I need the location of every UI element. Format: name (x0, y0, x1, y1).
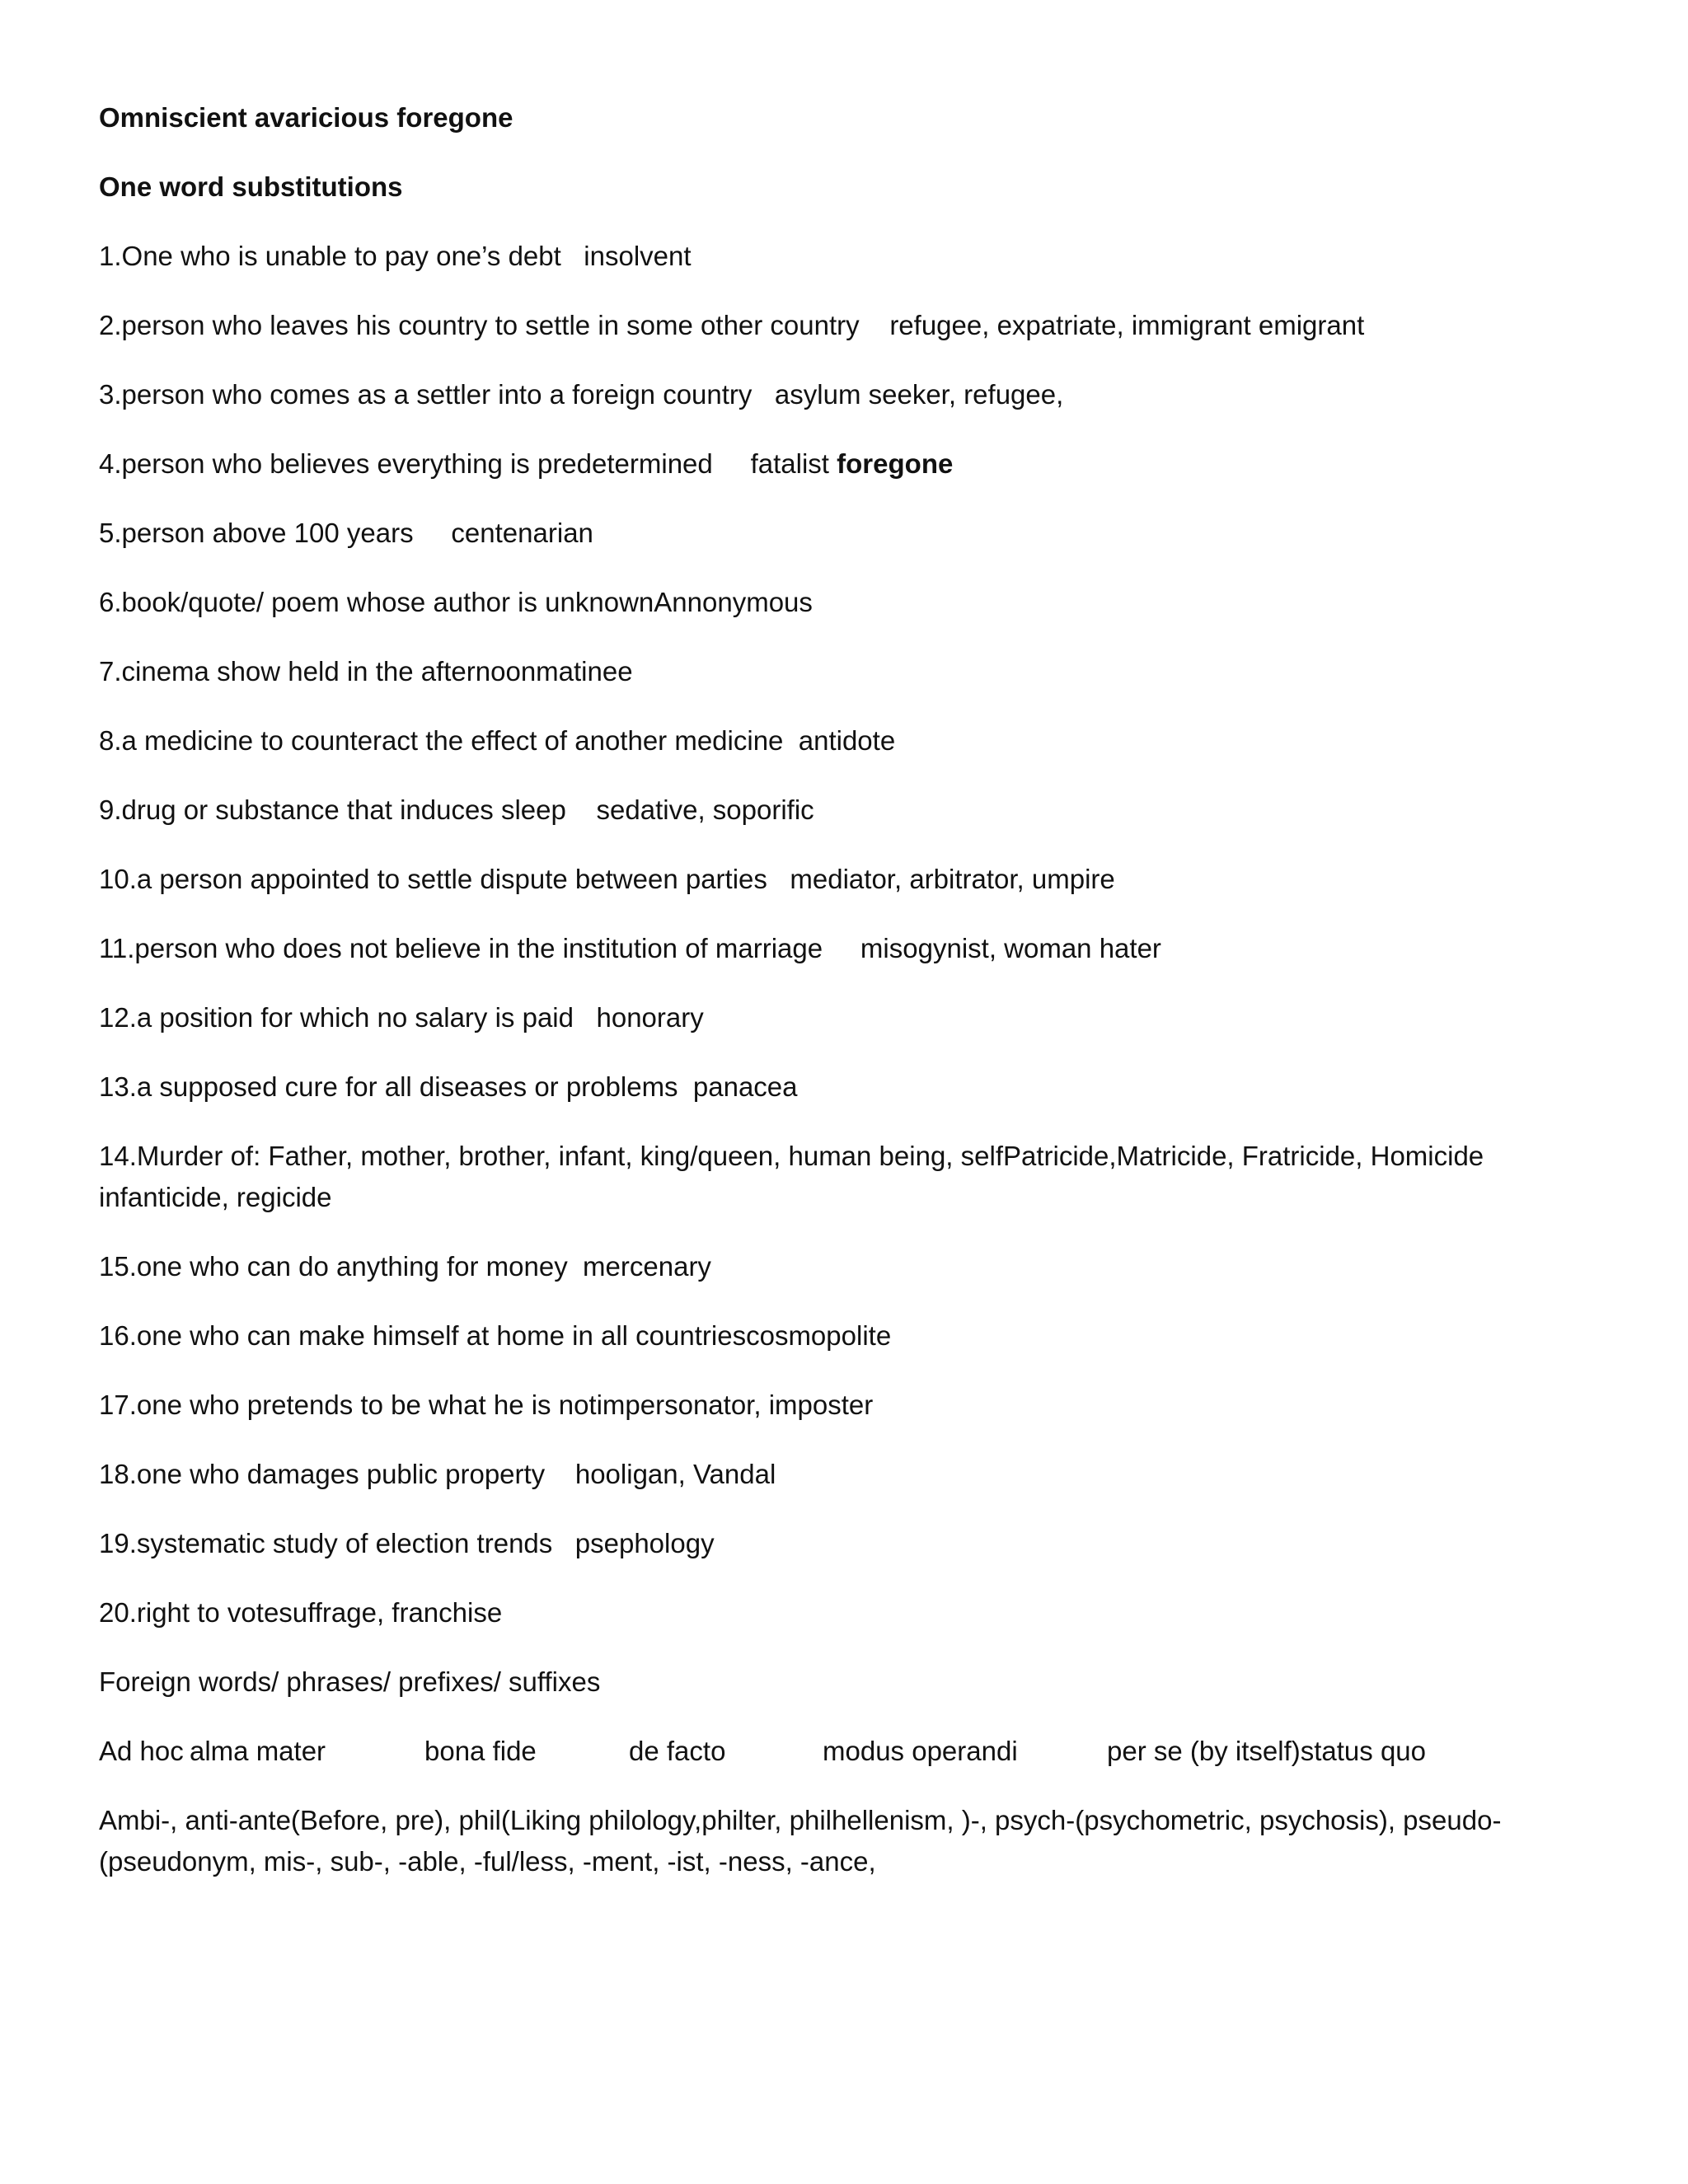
title-heading: Omniscient avaricious foregone (99, 102, 513, 133)
foreign-word: modus operandi (823, 1736, 1018, 1766)
list-item: 15.one who can do anything for money mercenary (99, 1251, 711, 1282)
foreign-word: de facto (629, 1736, 726, 1766)
list-item: 11.person who does not believe in the institution of marriage misogynist, woman hater (99, 933, 1161, 963)
document-page (99, 97, 1599, 1910)
list-item: 20.right to votesuffrage, franchise (99, 1597, 503, 1628)
foreign-word: alma mater (190, 1736, 326, 1766)
list-item: 1.One who is unable to pay one’s debt insolvent (99, 241, 692, 271)
list-item: 16.one who can make himself at home in all countriescosmopolite (99, 1320, 892, 1351)
foreign-word: bona fide (424, 1736, 537, 1766)
foreign-word: per se (by itself)status quo (1107, 1736, 1427, 1766)
list-item: 14.Murder of: Father, mother, brother, infant, king/queen, human being, selfPatricide,Matricide, Fratricide, Homicide infanticide, regicide (99, 1141, 1484, 1212)
list-item: 12.a position for which no salary is paid honorary (99, 1002, 704, 1033)
list-item: 2.person who leaves his country to settle in some other country refugee, expatriate, immigrant emigrant (99, 310, 1365, 340)
foreign-words-row (99, 1731, 1599, 1772)
list-item: 9.drug or substance that induces sleep sedative, soporific (99, 794, 814, 825)
list-item: 7.cinema show held in the afternoonmatinee (99, 656, 633, 687)
list-item: 13.a supposed cure for all diseases or problems panacea (99, 1071, 798, 1102)
list-item: 6.book/quote/ poem whose author is unknownAnnonymous (99, 587, 813, 617)
foreign-heading: Foreign words/ phrases/ prefixes/ suffixes (99, 1666, 601, 1697)
list-item: 10.a person appointed to settle dispute between parties mediator, arbitrator, umpire (99, 864, 1115, 894)
prefix-line: Ambi-, anti-ante(Before, pre), phil(Liking philology,philter, philhellenism, )-, psych-(psychometric, psychosis), pseudo-(pseudonym, mis-, sub-, -able, -ful/less, -ment, -ist, -ness, -ance, (99, 1805, 1502, 1877)
list-item-text: 4.person who believes everything is predetermined fatalist (99, 448, 837, 479)
list-item: 8.a medicine to counteract the effect of another medicine antidote (99, 725, 896, 756)
list-item: 18.one who damages public property hooligan, Vandal (99, 1459, 776, 1489)
list-item: 3.person who comes as a settler into a foreign country asylum seeker, refugee, (99, 379, 1064, 410)
list-item: 19.systematic study of election trends psephology (99, 1528, 715, 1558)
foreign-word: Ad hoc (99, 1736, 184, 1766)
list-item: 17.one who pretends to be what he is notimpersonator, imposter (99, 1390, 874, 1420)
section-heading: One word substitutions (99, 171, 403, 202)
bold-word: foregone (837, 448, 954, 479)
list-item (99, 443, 1599, 485)
list-item: 5.person above 100 years centenarian (99, 518, 593, 548)
